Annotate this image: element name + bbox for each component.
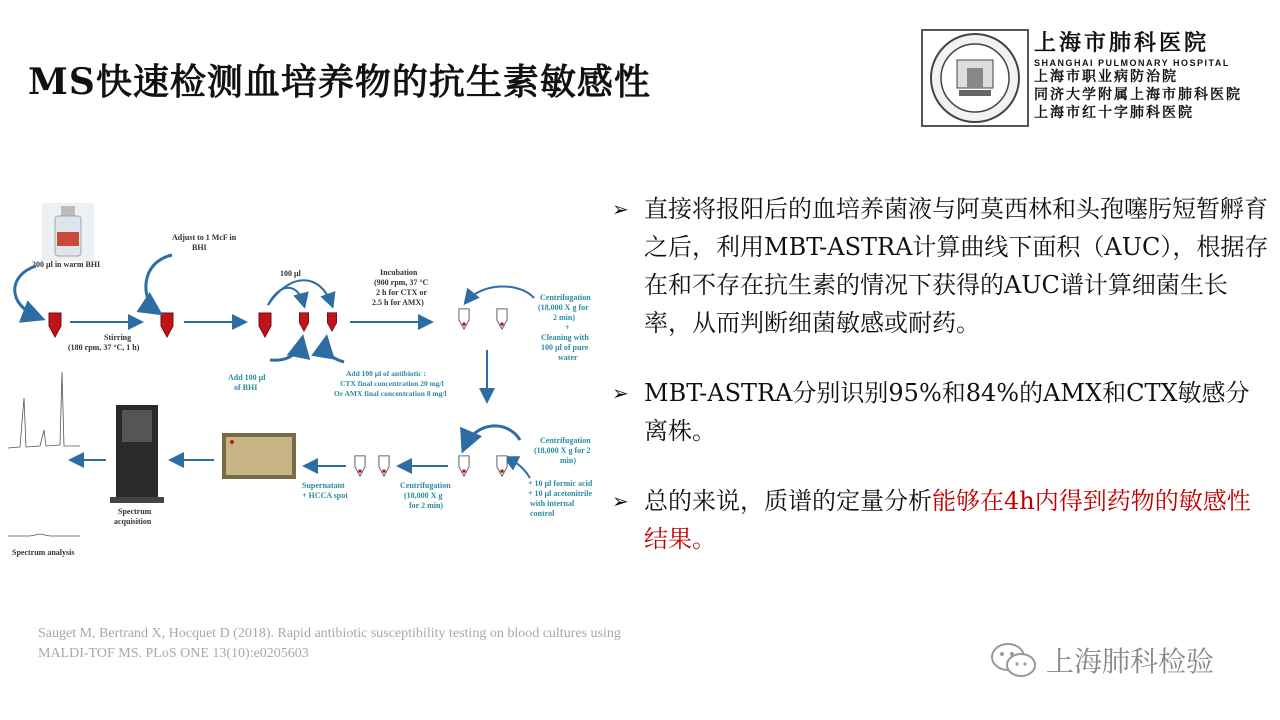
label-centrifugation-3: Centrifugation [400, 481, 451, 490]
tube [355, 456, 365, 476]
bullet-text: 总的来说，质谱的定量分析 [644, 487, 932, 515]
maldi-target-plate [222, 433, 296, 479]
hospital-subline: 同济大学附属上海市肺科医院 [1034, 87, 1242, 103]
tube [327, 313, 336, 331]
label-adjust: Adjust to 1 McF in [172, 233, 237, 242]
label-warm-bhi: 200 µl in warm BHI [32, 260, 101, 269]
bullet-item [612, 374, 1272, 450]
label-add-bhi: of BHI [234, 383, 258, 392]
bullet-marker-icon: ➢ [612, 197, 629, 221]
label-add-bhi: Add 100 µl [228, 373, 266, 382]
label-add-antibiotic: CTX final concentration 20 mg/l [340, 379, 444, 388]
hospital-name-block [1034, 30, 1264, 122]
tube [259, 313, 271, 337]
citation-line: Sauget M, Bertrand X, Hocquet D (2018). Rapid antibiotic susceptibility testing on blood cultures using [38, 626, 621, 641]
label-centrifugation-2: (18,000 X g for 2 [534, 446, 591, 455]
workflow-diagram [0, 195, 620, 565]
tube [497, 309, 507, 329]
tube [299, 313, 308, 331]
label-adjust: BHI [192, 243, 207, 252]
bullet-item [612, 482, 1272, 558]
hospital-subline: 上海市职业病防治院 [1034, 69, 1178, 85]
bullet-item [612, 190, 1272, 342]
hospital-subline: 上海市红十字肺科医院 [1034, 105, 1194, 121]
label-spectrum-acquisition: acquisition [114, 517, 152, 526]
bullet-text: MBT-ASTRA分别识别95%和84%的AMX和CTX敏感分离株。 [644, 379, 1250, 445]
label-stirring: Stirring [104, 333, 132, 342]
spectrum-plot [8, 372, 80, 536]
label-centrifugation-2: Centrifugation [540, 436, 591, 445]
label-formic-acid: + 10 µl acetonitrile [528, 489, 593, 498]
slide-title: MS快速检测血培养物的抗生素敏感性 [28, 61, 651, 103]
label-incubation: 2.5 h for AMX) [372, 298, 424, 307]
hospital-logo [920, 28, 1030, 128]
label-centrifugation-1: Centrifugation [540, 293, 591, 302]
label-stirring: (180 rpm, 37 °C, 1 h) [68, 343, 140, 352]
label-centrifugation-2: min) [560, 456, 576, 465]
citation-line: MALDI-TOF MS. PLoS ONE 13(10):e0205603 [38, 646, 309, 661]
bullet-text-highlight: 能够在4h内得到药物的敏感性结果。 [644, 487, 1251, 553]
label-add-antibiotic: Or AMX final concentration 8 mg/l [334, 389, 447, 398]
label-incubation: Incubation [380, 268, 418, 277]
bullet-list [612, 190, 1272, 590]
bullet-marker-icon: ➢ [612, 489, 629, 513]
label-supernatant: Supernatant [302, 481, 345, 490]
mass-spectrometer [110, 405, 164, 503]
label-spectrum-analysis: Spectrum analysis [12, 548, 75, 557]
citation [38, 624, 621, 664]
hospital-name-cn: 上海市肺科医院 [1034, 30, 1210, 56]
label-centrifugation-1: 100 µl of pure [541, 343, 589, 352]
label-supernatant: + HCCA spot [302, 491, 348, 500]
label-formic-acid: + 10 µl formic acid [528, 479, 593, 488]
label-formic-acid: control [530, 509, 555, 518]
label-centrifugation-1: water [558, 353, 578, 362]
label-100ul: 100 µl [280, 269, 301, 278]
blood-culture-bottle [42, 203, 94, 261]
watermark-text: 上海肺科检验 [1046, 645, 1215, 678]
wechat-icon [988, 640, 1040, 680]
tube [497, 456, 507, 476]
tube [161, 313, 173, 337]
label-centrifugation-1: 2 min) [553, 313, 575, 322]
label-incubation: (900 rpm, 37 °C [374, 278, 429, 287]
label-incubation: 2 h for CTX or [376, 288, 427, 297]
tube [459, 309, 469, 329]
bullet-marker-icon: ➢ [612, 381, 629, 405]
label-centrifugation-1: Cleaning with [541, 333, 589, 342]
label-centrifugation-1: (18,000 X g for [538, 303, 589, 312]
label-centrifugation-1: + [565, 323, 570, 332]
wechat-watermark [988, 640, 1214, 680]
label-centrifugation-3: (18,000 X g [404, 491, 443, 500]
label-add-antibiotic: Add 100 µl of antibiotic : [346, 369, 426, 378]
hospital-name-en: SHANGHAI PULMONARY HOSPITAL [1034, 58, 1230, 68]
label-spectrum-acquisition: Spectrum [118, 507, 152, 516]
bullet-text: 直接将报阳后的血培养菌液与阿莫西林和头孢噻肟短暂孵育之后，利用MBT-ASTRA计算曲线下面积（AUC），根据存在和不存在抗生素的情况下获得的AUC谱计算细菌生长率，从而判断细菌敏感或耐药。 [644, 195, 1269, 337]
label-formic-acid: with internal [530, 499, 575, 508]
tube [379, 456, 389, 476]
label-centrifugation-3: for 2 min) [409, 501, 444, 510]
tube [49, 313, 61, 337]
tube [459, 456, 469, 476]
